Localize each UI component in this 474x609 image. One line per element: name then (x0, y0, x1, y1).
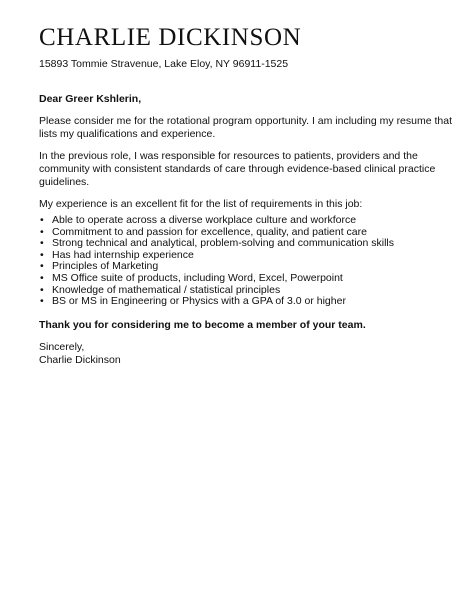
requirement-text: Knowledge of mathematical / statistical principles (52, 283, 281, 296)
requirement-text: Strong technical and analytical, problem-solving and communication skills (52, 237, 395, 250)
closing: Sincerely, (39, 340, 85, 353)
cover-letter (39, 24, 463, 367)
thanks-line: Thank you for considering me to become a member of your team. (39, 318, 366, 331)
bullet-icon: • (40, 271, 44, 284)
bullet-icon: • (40, 283, 44, 296)
bullet-icon: • (40, 214, 44, 226)
requirements-list (39, 215, 463, 308)
requirement-text: Has had internship experience (52, 248, 194, 261)
bullet-icon: • (40, 237, 44, 250)
requirement-text: MS Office suite of products, including Word, Excel, Powerpoint (52, 271, 343, 284)
experience-paragraph: In the previous role, I was responsible for resources to patients, providers and the community with consistent standards of care through evidence-based clinical practice guidelines. (39, 150, 436, 188)
requirement-text: Commitment to and passion for excellence, quality, and patient care (52, 225, 367, 238)
intro-paragraph: Please consider me for the rotational program opportunity. I am including my resume that lists my qualifications and experience. (39, 115, 453, 140)
bullet-icon: • (40, 248, 44, 261)
applicant-address: 15893 Tommie Stravenue, Lake Eloy, NY 96911-1525 (39, 58, 289, 70)
bullet-icon: • (40, 225, 44, 238)
requirement-text: Able to operate across a diverse workplace culture and workforce (52, 214, 357, 226)
salutation: Dear Greer Kshlerin, (39, 93, 142, 105)
requirement-text: BS or MS in Engineering or Physics with a GPA of 3.0 or higher (52, 295, 346, 308)
bullet-icon: • (40, 260, 44, 273)
requirement-text: Principles of Marketing (52, 260, 159, 273)
bullet-icon: • (40, 295, 44, 308)
signature-name: Charlie Dickinson (39, 353, 121, 366)
list-item (39, 296, 463, 308)
requirements-intro: My experience is an excellent fit for the list of requirements in this job: (39, 198, 363, 210)
applicant-name: CHARLIE DICKINSON (39, 24, 302, 51)
